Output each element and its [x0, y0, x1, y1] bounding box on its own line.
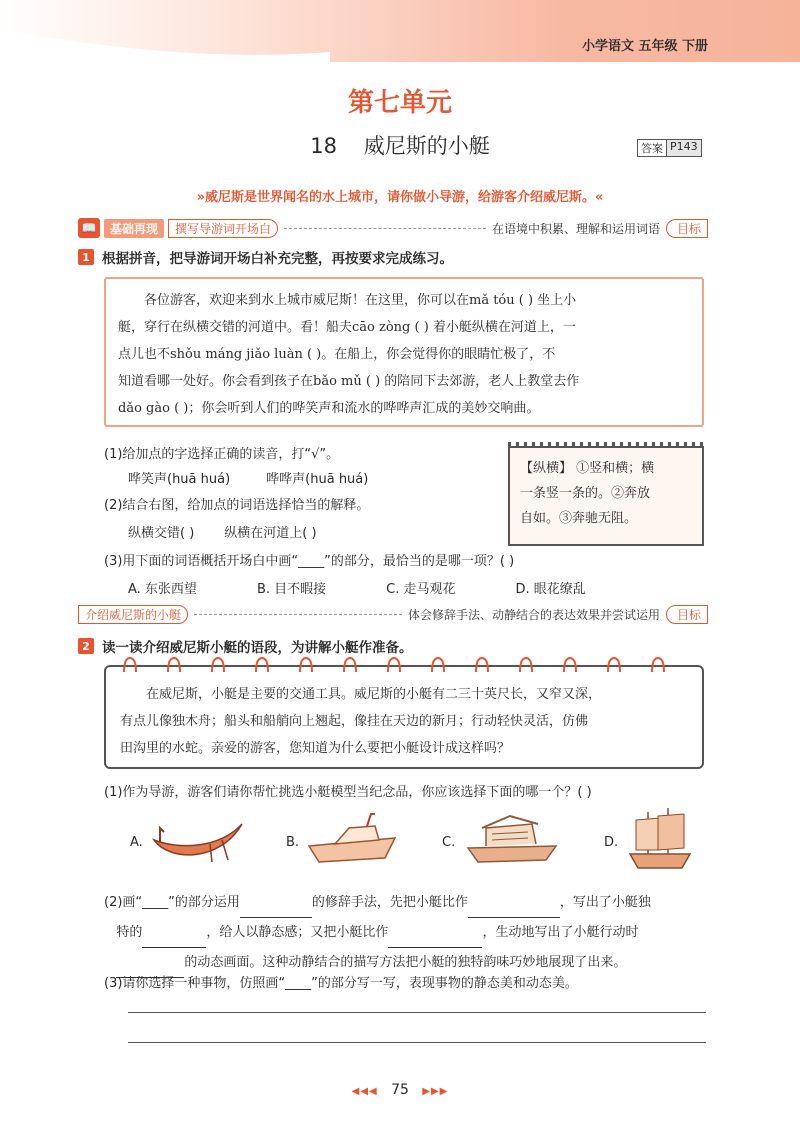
section-tab: 基础再现: [104, 219, 164, 238]
q1-sub1: (1)给加点的字选择正确的读音，打“√”。: [104, 447, 340, 462]
boat-option-b-label[interactable]: B.: [286, 835, 300, 850]
sub2-text: ，给人以静态感；又把小艇比作: [206, 925, 389, 940]
passage-line: 有点儿像独木舟；船头和船艄向上翘起，像挂在天边的新月；行动轻快灵活，仿佛: [120, 714, 589, 729]
note-line: 【纵横】 ①竖和横；横: [520, 461, 655, 476]
passage-box-1: [104, 277, 704, 427]
sub2-text: (2)画“____”的部分运用: [104, 895, 240, 910]
dotted-divider: [284, 228, 486, 229]
writing-line[interactable]: [128, 1012, 706, 1013]
left-arrows-icon: ◀◀◀: [351, 1086, 378, 1097]
question-1-heading: [78, 247, 453, 267]
question-number: 2: [78, 638, 94, 654]
section-subtitle: 介绍威尼斯的小艇: [78, 605, 188, 624]
passage-line: 艇，穿行在纵横交错的河道中。看！船夫cāo zòng ( ) 着小艇纵横在河道上，一: [118, 320, 576, 335]
q1-sub2-options: [128, 522, 317, 541]
sub2-text: 的动态画面。这种动静结合的描写方法把小艇的独特韵味巧妙地展现了出来。: [184, 955, 627, 970]
question-text: 根据拼音，把导游词开场白补充完整，再按要求完成练习。: [102, 251, 453, 267]
choice-option-b[interactable]: B. 目不暇接: [256, 582, 327, 597]
book-icon: 📖: [78, 218, 100, 238]
question-text: 读一读介绍威尼斯小艇的语段，为讲解小艇作准备。: [102, 640, 413, 656]
section-goal-text: 体会修辞手法、动静结合的表达效果并尝试运用: [407, 607, 660, 622]
unit-title: 第七单元: [347, 88, 452, 118]
passage-line: dǎo gào ( )；你会听到人们的哗笑声和流水的哗哗声汇成的美妙交响曲。: [118, 401, 540, 416]
house-boat-image[interactable]: [462, 810, 562, 870]
meaning-answer-slot[interactable]: 纵横在河道上( ): [224, 526, 317, 541]
meaning-answer-slot[interactable]: 纵横交错( ): [128, 526, 195, 541]
passage-line: 知道看哪一处好。你会看到孩子在bǎo mǔ ( ) 的陪同下去郊游，老人上教堂去作: [118, 374, 580, 389]
note-line: 一条竖一条的。②奔放: [520, 486, 651, 501]
passage-line: 各位游客，欢迎来到水上城市威尼斯！在这里，你可以在mǎ tóu ( ) 坐上小: [144, 293, 577, 308]
passage-box-2: [104, 665, 704, 769]
sub2-text: 特的: [116, 925, 143, 940]
question-2-heading: [78, 636, 413, 656]
book-series-label: 小学语文 五年级 下册: [581, 39, 708, 54]
answer-label: 答案: [638, 140, 667, 156]
answer-blank[interactable]: [468, 904, 560, 918]
notebook-rings-decoration: [118, 656, 688, 674]
q1-sub1-options: [128, 468, 368, 487]
pinyin-option[interactable]: 哗哗声(huā huá): [266, 472, 369, 487]
question-number: 1: [78, 249, 94, 265]
goal-badge: 目标: [666, 605, 708, 624]
q2-sub3: (3)请你选择一种事物，仿照画“____”的部分写一写，表现事物的静态美和动态美。: [104, 976, 578, 991]
answer-blank[interactable]: [142, 934, 206, 948]
sailing-ship-image[interactable]: [624, 806, 696, 874]
dotted-divider: [194, 614, 402, 615]
sub2-text: 的修辞手法，先把小艇比作: [311, 895, 468, 910]
lesson-name: 威尼斯的小艇: [363, 134, 490, 158]
boat-option-c-label[interactable]: C.: [442, 835, 456, 850]
q1-sub2: (2)结合右图，给加点的词语选择恰当的解释。: [104, 498, 370, 513]
goal-badge: 目标: [666, 219, 708, 238]
answer-blank[interactable]: [240, 904, 312, 918]
sub2-text: ，生动地写出了小艇行动时: [482, 925, 639, 940]
pinyin-option[interactable]: 哗笑声(huā huá): [128, 472, 231, 487]
definition-note-box: [508, 446, 704, 546]
q1-sub3: (3)用下面的词语概括开场白中画“____”的部分，最恰当的是哪一项？( ): [104, 554, 515, 569]
page-footer: [0, 1082, 800, 1098]
gondola-image[interactable]: [150, 810, 245, 870]
lesson-number: 18: [310, 134, 338, 158]
passage-line: 在威尼斯，小艇是主要的交通工具。威尼斯的小艇有二三十英尺长，又窄又深，: [146, 687, 602, 702]
passage-line: 田沟里的水蛇。亲爱的游客，您知道为什么要把小艇设计成这样吗？: [120, 741, 511, 756]
motor-boat-image[interactable]: [305, 812, 400, 868]
page-number: 75: [391, 1082, 409, 1098]
answer-blank[interactable]: [388, 934, 482, 948]
choice-option-a[interactable]: A. 东张西望: [128, 582, 197, 597]
note-line: 自如。③奔驰无阻。: [520, 511, 638, 526]
intro-line: »威尼斯是世界闻名的水上城市，请你做小导游，给游客介绍威尼斯。«: [196, 190, 604, 205]
q1-sub3-options: [128, 578, 586, 597]
boat-option-a-label[interactable]: A.: [130, 835, 143, 850]
boat-option-d-label[interactable]: D.: [604, 835, 619, 850]
sub2-text: ，写出了小艇独: [559, 895, 651, 910]
q2-sub2: [104, 888, 704, 978]
right-arrows-icon: ▶▶▶: [422, 1086, 449, 1097]
choice-option-c[interactable]: C. 走马观花: [386, 582, 456, 597]
answer-page-tag: [637, 139, 702, 157]
section-header-boat: [78, 603, 708, 625]
section-subtitle: 撰写导游词开场白: [168, 219, 278, 238]
q2-sub1: (1)作为导游，游客们请你帮忙挑选小艇模型当纪念品，你应该选择下面的哪一个？( ): [104, 785, 592, 800]
choice-option-d[interactable]: D. 眼花缭乱: [515, 582, 586, 597]
passage-line: 点儿也不shǒu máng jiǎo luàn ( )。在船上，你会觉得你的眼睛忙极了，不: [118, 347, 556, 362]
writing-line[interactable]: [128, 1042, 706, 1043]
section-goal-text: 在语境中积累、理解和运用词语: [491, 221, 660, 236]
section-header-basic: [78, 217, 708, 239]
answer-page: P143: [667, 140, 701, 156]
